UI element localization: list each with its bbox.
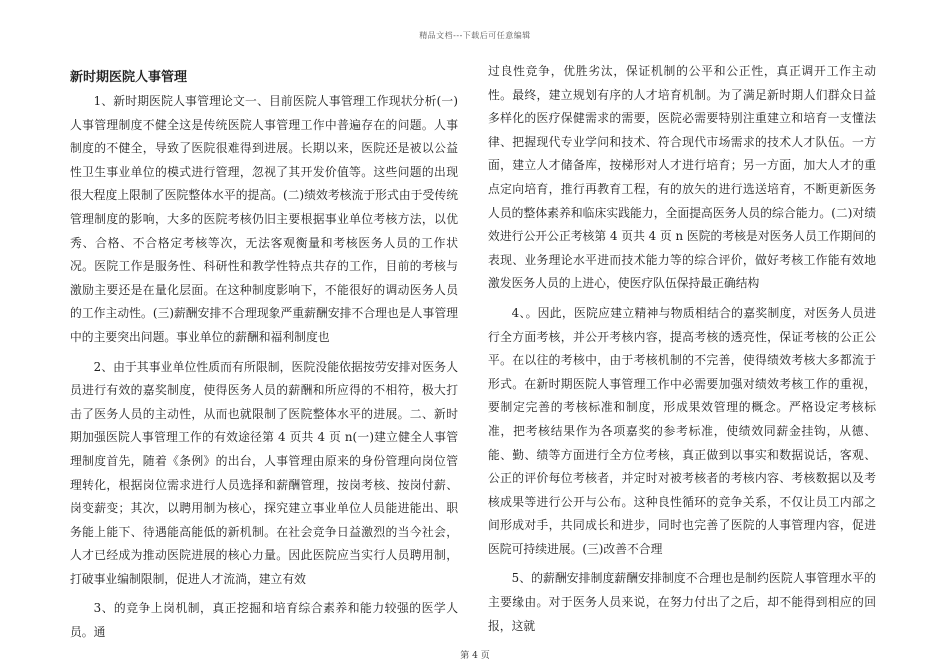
left-column <box>70 60 458 651</box>
paragraph: 1、新时期医院人事管理论文一、目前医院人事管理工作现状分析(一)人事管理制度不健全这是传统医院人事管理工作中普遍存在的问题。人事制度的不健全，导致了医院很难得到进展。长期以来，医院还是被以公益性卫生事业单位的模式进行管理，忽视了其开发价值等。这些问题的出现很大程度上限制了医院整体水平的提高。(二)绩效考核流于形式由于受传统管理制度的影响，大多的医院考核仍旧主要根据事业单位考核方法，以优秀、合格、不合格定考核等次，无法客观衡量和考核医务人员的工作状况。医院工作是服务性、科研性和教学性特点共存的工作，目前的考核与激励主要还是在量化层面。在这种制度影响下，不能很好的调动医务人员的工作主动性。(三)薪酬安排不合理现象严重薪酬安排不合理也是人事管理中的主要突出问题。事业单位的薪酬和福利制度也 <box>70 94 458 344</box>
paragraph: 过良性竞争，优胜劣汰，保证机制的公平和公正性，真正调开工作主动性。最终，建立规划有序的人才培育机制。为了满足新时期人们群众日益多样化的医疗保健需求的需要，医院必需要特别注重建立和培育一支懂法律、把握现代专业学问和技术、符合现代市场需求的技术人才队伍。一方面，建立人才储备库，按梯形对人才进行培育；另一方面，加大人才的重点定向培育，推行再教育工程，有的放矢的进行选送培育，不断更新医务人员的整体素养和临床实践能力，全面提高医务人员的综合能力。(二)对绩效进行公开公正考核第 4 页共 4 页 n 医院的考核是对医务人员工作期间的表现、业务理论水平进而技术能力等的综合评价，做好考核工作能有效地激发医务人员的上进心，使医疗队伍保持最正确结构 <box>488 64 876 291</box>
paragraph: 5、的薪酬安排制度薪酬安排制度不合理也是制约医院人事管理水平的主要缘由。对于医务人员来说，在努力付出了之后，却不能得到相应的回报，这就 <box>488 571 876 633</box>
paragraph: 3、的竞争上岗机制，真正挖掘和培育综合素养和能力较强的医学人员。通 <box>70 601 458 640</box>
page-header: 精品文档---下载后可任意编辑 <box>419 31 531 40</box>
right-column <box>488 60 876 644</box>
paragraph: 2、由于其事业单位性质而有所限制，医院没能依据按劳安排对医务人员进行有效的嘉奖制度，使得医务人员的薪酬和所应得的不相符，极大打击了医务人员的主动性，从而也就限制了医院整体水平的进展。二、新时期加强医院人事管理工作的有效途径第 4 页共 4 页 n(一)建立健全人事管理制度首先，随着《条例》的出台，人事管理由原来的身份管理向岗位管理转化，根据岗位需求进行人员选择和薪酬管理，按岗考核、按岗付薪、岗变薪变；其次，以聘用制为核心，探究建立事业单位人员能进能出、职务能上能下、待遇能高能低的新机制。在社会竞争日益激烈的当今社会，人才已经成为推动医院进展的核心力量。因此医院应当实行人员聘用制，打破事业编制限制，促进人才流淌，建立有效 <box>70 359 458 586</box>
page-number: 第 4 页 <box>460 651 490 661</box>
paragraph: 4、。因此，医院应建立精神与物质相结合的嘉奖制度，对医务人员进行全方面考核，并公开考核内容，提高考核的透亮性，保证考核的公正公平。在以往的考核中，由于考核机制的不完善，使得绩效考核大多都流于形式。在新时期医院人事管理工作中必需要加强对绩效考核工作的重视，要制定完善的考核标准和制度，形成果效管理的概念。严格设定考核标准，把考核结果作为各项嘉奖的参考标准，使绩效同薪金挂钩，从德、能、勤、绩等方面进行全方位考核，真正做到以事实和数据说话，客观、公正的评价每位考核者，并定时对被考核者的考核内容、考核数据以及考核成果等进行公开与公布。这种良性循环的竞争关系，不仅让员工内部之间形成对手，共同成长和进步，同时也完善了医院的人事管理内容，促进医院可持续进展。(三)改善不合理 <box>488 305 876 556</box>
document-title: 新时期医院人事管理 <box>70 70 188 85</box>
